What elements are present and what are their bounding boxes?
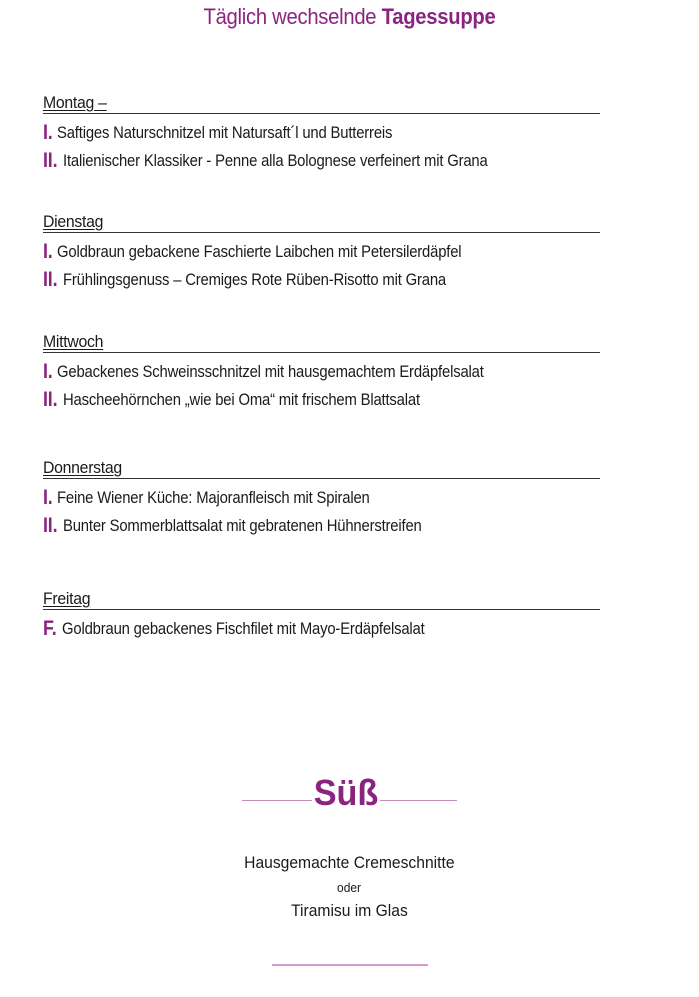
dish-text: Gebackenes Schweinsschnitzel mit hausgemachtem Erdäpfelsalat: [57, 363, 484, 381]
dish-text: Frühlingsgenuss – Cremiges Rote Rüben-Risotto mit Grana: [62, 271, 446, 289]
divider-left: [242, 800, 312, 802]
day-heading: Freitag: [43, 589, 600, 610]
day-section-montag: [43, 93, 600, 171]
dish-item: [43, 270, 600, 290]
dish-item: [43, 488, 600, 508]
dish-text: Saftiges Naturschnitzel mit Natursaft´l und Butterreis: [57, 124, 393, 142]
divider-right: [380, 800, 457, 802]
day-section-donnerstag: [43, 458, 600, 536]
dessert-item: Hausgemachte Cremeschnitte: [244, 853, 455, 872]
dish-item: [43, 619, 600, 639]
title-bold: Tagessuppe: [381, 4, 496, 29]
day-heading: Mittwoch: [43, 332, 600, 353]
dish-item: [43, 123, 600, 143]
dish-marker: I.: [43, 486, 53, 509]
dessert-item: Tiramisu im Glas: [291, 901, 408, 920]
dish-item: [43, 151, 600, 171]
day-heading: Montag –: [43, 93, 600, 114]
day-section-freitag: [43, 589, 600, 639]
dish-marker: I.: [43, 240, 53, 263]
day-section-mittwoch: [43, 332, 600, 410]
dish-marker: I.: [43, 121, 53, 144]
dish-marker: II.: [43, 149, 58, 172]
dish-item: [43, 362, 600, 382]
dish-text: Goldbraun gebackenes Fischfilet mit Mayo-Erdäpfelsalat: [61, 620, 425, 638]
dish-marker: II.: [43, 388, 58, 411]
dessert-heading: [0, 772, 699, 814]
dish-text: Bunter Sommerblattsalat mit gebratenen Hühnerstreifen: [62, 517, 422, 535]
dish-text: Italienischer Klassiker - Penne alla Bolognese verfeinert mit Grana: [62, 152, 488, 170]
day-heading: Donnerstag: [43, 458, 600, 479]
day-heading: Dienstag: [43, 212, 600, 233]
bottom-divider: [272, 964, 428, 966]
dish-text: Hascheehörnchen „wie bei Oma“ mit frischem Blattsalat: [62, 391, 420, 409]
dish-item: [43, 516, 600, 536]
dessert-connector: oder: [337, 880, 362, 895]
dish-text: Goldbraun gebackene Faschierte Laibchen mit Petersilerdäpfel: [57, 243, 462, 261]
page-title: [28, 4, 671, 30]
dish-marker: II.: [43, 514, 58, 537]
dish-marker: I.: [43, 360, 53, 383]
dish-marker: II.: [43, 268, 58, 291]
dish-text: Feine Wiener Küche: Majoranfleisch mit Spiralen: [57, 489, 370, 507]
dish-item: [43, 390, 600, 410]
dessert-title: Süß: [313, 772, 379, 813]
title-regular: Täglich wechselnde: [203, 4, 382, 29]
dish-marker: F.: [43, 617, 57, 640]
dish-item: [43, 242, 600, 262]
day-section-dienstag: [43, 212, 600, 290]
